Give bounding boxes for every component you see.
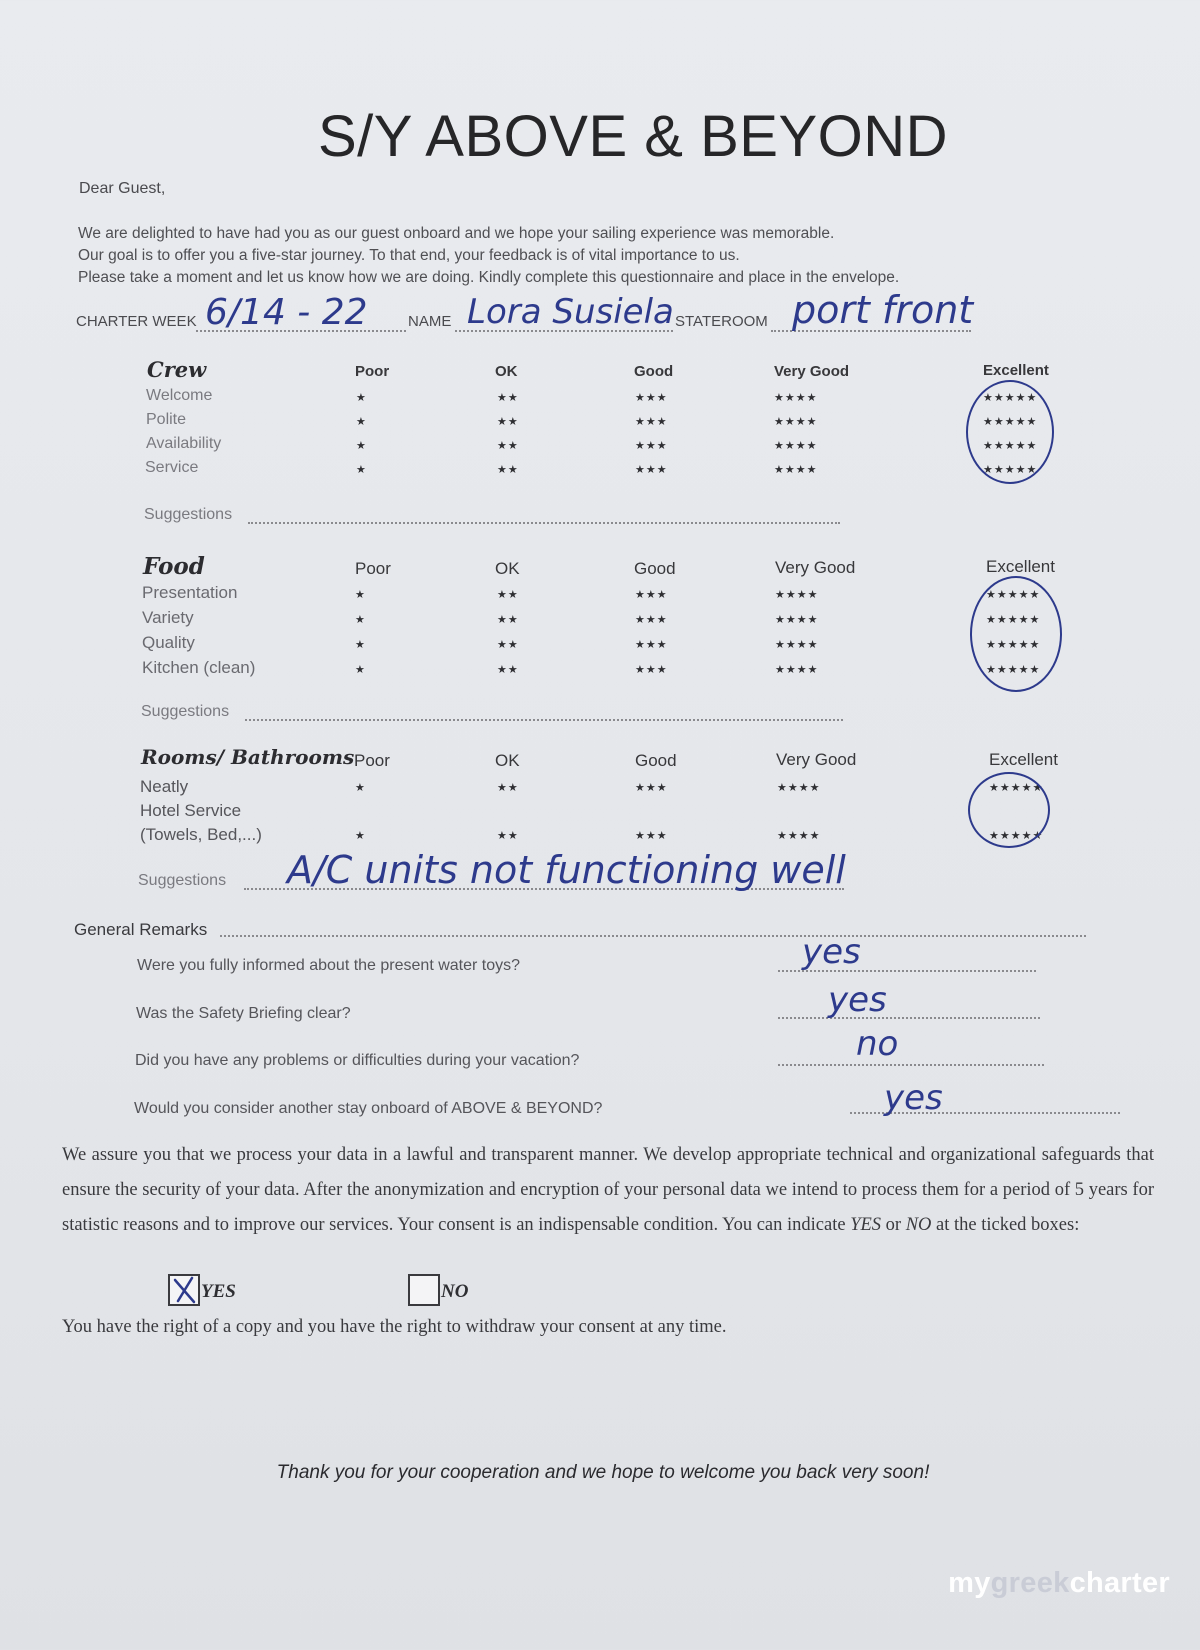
star-rating[interactable]: ★★★ [635,589,668,601]
star-rating[interactable]: ★★★ [635,639,668,651]
consent-no-label: NO [441,1281,469,1302]
star-rating[interactable]: ★★ [497,782,519,794]
star-rating[interactable]: ★★ [497,614,519,626]
intro-line-3: Please take a moment and let us know how we are doing. Kindly complete this questionnaire and place in the envelope. [78,269,900,286]
rooms-excellent-circle [968,772,1050,848]
star-rating[interactable]: ★★★ [635,440,668,452]
check-mark-icon [170,1276,198,1304]
rooms-suggestions-label: Suggestions [138,872,227,889]
crew-item-polite: Polite [146,411,187,428]
question-problems: Did you have any problems or difficulties during your vacation? [135,1052,580,1069]
food-excellent-circle [970,576,1062,692]
question-water-toys: Were you fully informed about the present water toys? [137,957,521,974]
name-label: NAME [408,313,452,330]
star-rating[interactable]: ★★★★ [775,614,819,626]
crew-header-excellent: Excellent [983,362,1049,379]
star-rating[interactable]: ★★★★ [775,639,819,651]
star-rating[interactable]: ★ [356,416,367,428]
document-title: S/Y ABOVE & BEYOND [317,104,949,169]
question-another-stay: Would you consider another stay onboard of ABOVE & BEYOND? [134,1100,603,1117]
crew-item-service: Service [145,459,199,476]
general-remarks-line[interactable] [220,935,1086,937]
question-safety-briefing: Was the Safety Briefing clear? [136,1005,351,1022]
star-rating[interactable]: ★★★★★ [986,589,1041,601]
rooms-section-title: Rooms/ Bathrooms [141,745,355,769]
star-rating[interactable]: ★★★ [635,416,668,428]
crew-header-ok: OK [495,363,518,380]
star-rating[interactable]: ★★★★ [775,664,819,676]
consent-yes-word: YES [850,1215,882,1235]
food-item-variety: Variety [142,608,194,627]
star-rating[interactable]: ★★★ [635,830,668,842]
crew-item-availability: Availability [146,435,222,452]
consent-yes-label: YES [201,1281,236,1302]
rooms-header-excellent: Excellent [989,750,1058,769]
star-rating[interactable]: ★★★★ [774,392,818,404]
star-rating[interactable]: ★ [356,464,367,476]
rooms-item-neatly: Neatly [140,777,189,796]
star-rating[interactable]: ★★ [497,464,519,476]
crew-section-title: Crew [147,357,207,382]
star-rating[interactable]: ★★★★ [774,464,818,476]
star-rating[interactable]: ★★ [497,416,519,428]
food-header-ok: OK [495,559,520,578]
rooms-item-hotel-service: Hotel Service [140,801,242,820]
star-rating[interactable]: ★★★★★ [989,830,1044,842]
food-suggestions-label: Suggestions [141,703,230,720]
star-rating[interactable]: ★★★★★ [989,782,1044,794]
star-rating[interactable]: ★★ [497,392,519,404]
rooms-header-poor: Poor [354,751,390,770]
star-rating[interactable]: ★★★ [635,614,668,626]
answer-line[interactable] [778,1017,1040,1019]
food-item-kitchen: Kitchen (clean) [142,658,256,677]
star-rating[interactable]: ★★★★★ [983,440,1038,452]
consent-no-checkbox[interactable] [408,1274,440,1306]
answer-water-toys[interactable]: yes [802,932,861,972]
answer-line[interactable] [778,1064,1044,1066]
star-rating[interactable]: ★★ [497,639,519,651]
star-rating[interactable]: ★★★★★ [986,664,1041,676]
star-rating[interactable]: ★★★ [635,392,668,404]
crew-item-welcome: Welcome [146,387,213,404]
watermark-logo: mygreekcharter [948,1567,1170,1599]
star-rating[interactable]: ★ [355,830,366,842]
star-rating[interactable]: ★★★ [635,464,668,476]
star-rating[interactable]: ★★★★ [777,782,821,794]
food-header-good: Good [634,559,676,578]
consent-copy-text: You have the right of a copy and you have the right to withdraw your consent at any time. [62,1317,727,1337]
star-rating[interactable]: ★★★★ [775,589,819,601]
food-header-excellent: Excellent [986,557,1055,576]
rooms-header-ok: OK [495,751,520,770]
greeting: Dear Guest, [79,180,166,197]
answer-problems[interactable]: no [856,1024,899,1064]
charter-week-label: CHARTER WEEK [76,313,197,330]
answer-safety-briefing[interactable]: yes [828,980,887,1020]
rooms-suggestions-value[interactable]: A/C units not functioning well [287,848,846,892]
food-suggestions-line[interactable] [245,719,843,721]
star-rating[interactable]: ★★ [497,440,519,452]
star-rating[interactable]: ★★★★ [774,416,818,428]
star-rating[interactable]: ★ [355,782,366,794]
charter-week-value[interactable]: 6/14 - 22 [205,292,368,333]
general-remarks-label: General Remarks [74,920,208,939]
rooms-header-good: Good [635,751,677,770]
star-rating[interactable]: ★★★★★ [986,614,1041,626]
food-item-presentation: Presentation [142,583,238,602]
consent-or: or [881,1215,906,1235]
consent-no-word: NO [905,1215,932,1235]
crew-header-very-good: Very Good [774,363,850,380]
food-item-quality: Quality [142,633,195,652]
star-rating[interactable]: ★★★★★ [983,464,1038,476]
crew-header-good: Good [634,363,674,380]
star-rating[interactable]: ★★★★★ [983,392,1038,404]
star-rating[interactable]: ★ [355,664,366,676]
stateroom-label: STATEROOM [675,313,768,330]
star-rating[interactable]: ★★★★★ [983,416,1038,428]
crew-header-poor: Poor [355,363,390,380]
rooms-item-towels-bed: (Towels, Bed,...) [140,825,262,844]
star-rating[interactable]: ★★★★ [777,830,821,842]
star-rating[interactable]: ★★ [497,664,519,676]
consent-text: We assure you that we process your data in a lawful and transparent manner. We develop appropriate technical and organizational safeguards that ensure the security of your data. After the anonymization and encryption of your personal data we intend to process them for a period of 5 years for statistic reasons and to improve our services. Your consent is an indispensable condition. You can indicate [62,1145,1154,1235]
stateroom-value[interactable]: port front [792,288,974,332]
name-value[interactable]: Lora Susiela [467,292,674,332]
star-rating[interactable]: ★ [355,589,366,601]
consent-text-end: at the ticked boxes: [931,1215,1080,1235]
rooms-header-very-good: Very Good [776,750,857,769]
crew-suggestions-label: Suggestions [144,506,233,523]
star-rating[interactable]: ★★★★★ [986,639,1041,651]
star-rating[interactable]: ★★★ [635,664,668,676]
answer-another-stay[interactable]: yes [884,1078,943,1118]
star-rating[interactable]: ★★★★ [774,440,818,452]
intro-line-2: Our goal is to offer you a five-star journey. To that end, your feedback is of vital importance to us. [78,247,740,264]
star-rating[interactable]: ★★ [497,830,519,842]
food-header-very-good: Very Good [775,558,856,577]
star-rating[interactable]: ★ [355,614,366,626]
consent-paragraph [62,1138,1154,1243]
crew-excellent-circle [966,380,1054,484]
consent-yes-checkbox[interactable] [168,1274,200,1306]
food-header-poor: Poor [355,559,391,578]
thank-you-note: Thank you for your cooperation and we hope to welcome you back very soon! [276,1462,930,1483]
star-rating[interactable]: ★★ [497,589,519,601]
star-rating[interactable]: ★ [355,639,366,651]
crew-suggestions-line[interactable] [248,522,840,524]
star-rating[interactable]: ★ [356,440,367,452]
intro-line-1: We are delighted to have had you as our guest onboard and we hope your sailing experience was memorable. [78,225,835,242]
star-rating[interactable]: ★★★ [635,782,668,794]
star-rating[interactable]: ★ [356,392,367,404]
food-section-title: Food [143,553,205,580]
